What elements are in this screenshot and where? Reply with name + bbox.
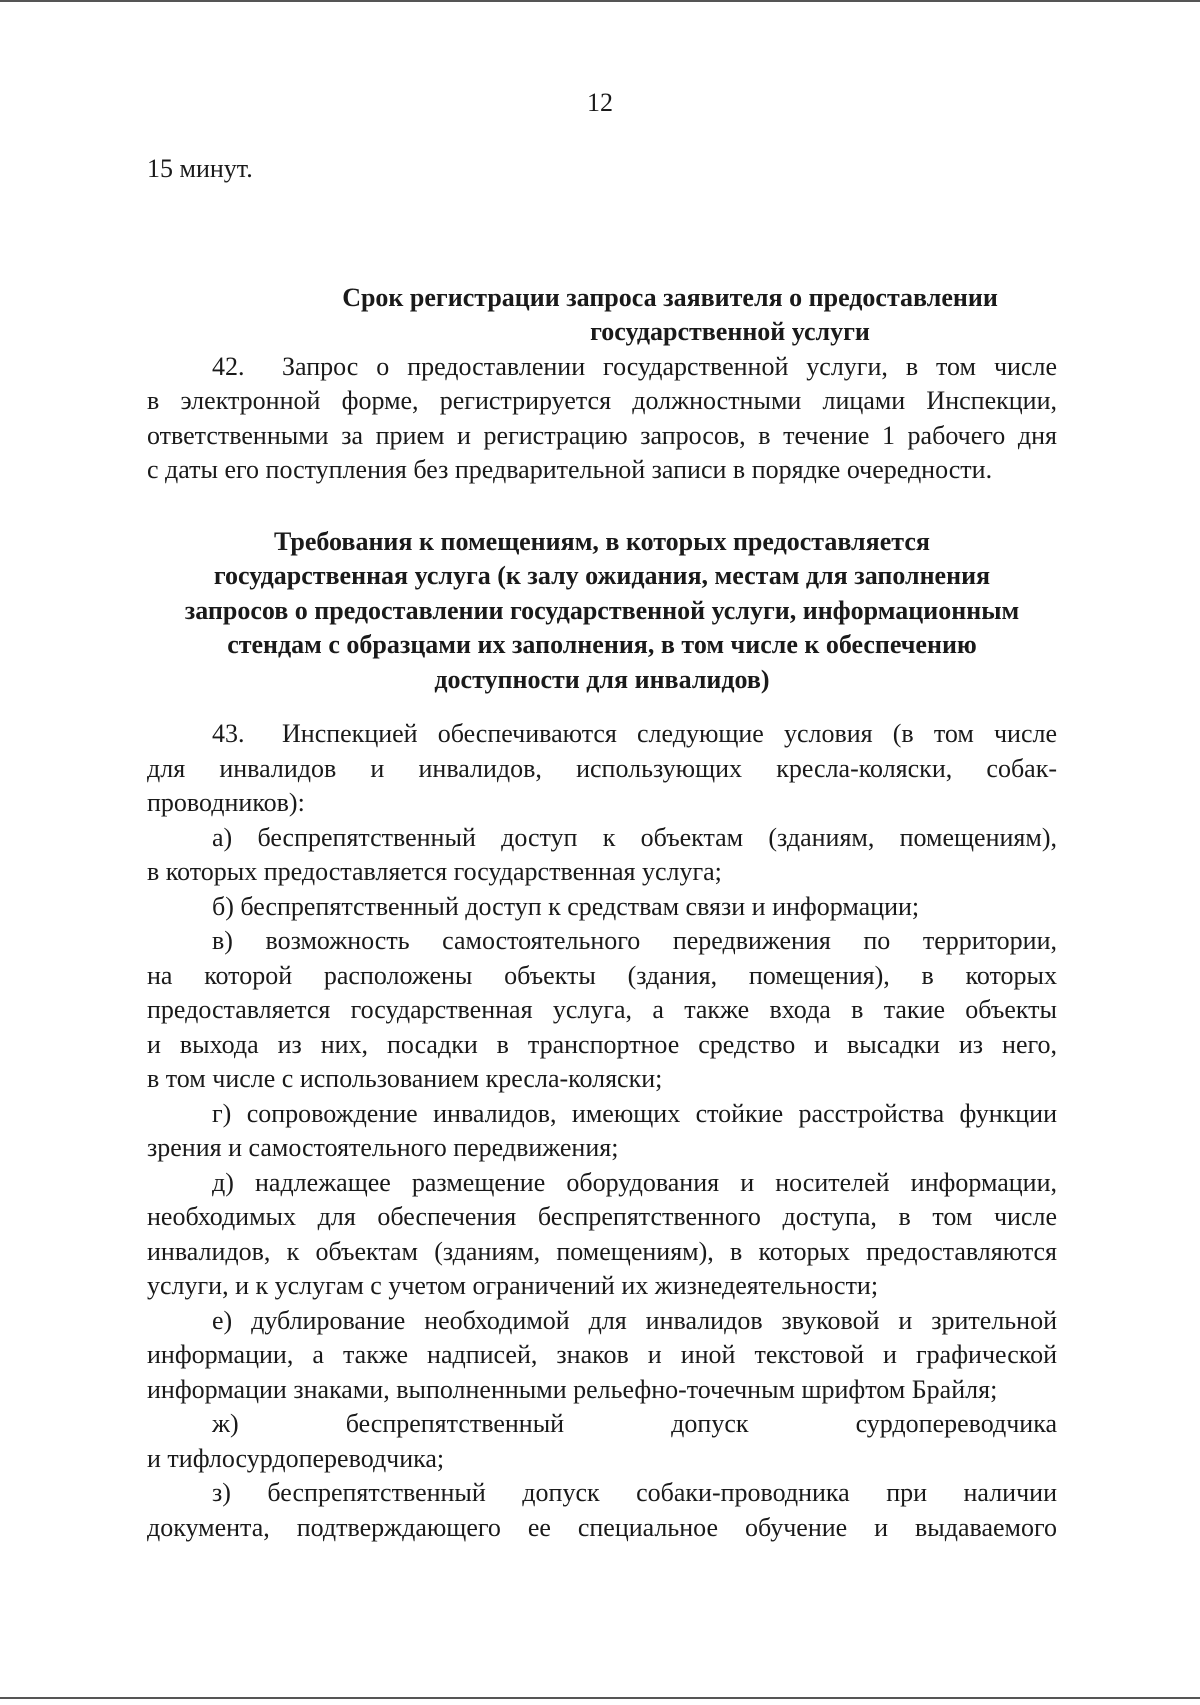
paragraph-number: 43. — [212, 719, 245, 748]
list-line: и тифлосурдопереводчика; — [147, 1443, 445, 1473]
list-line: услуги, и к услугам с учетом ограничений их жизнедеятельности; — [147, 1271, 879, 1300]
heading-line: Срок регистрации запроса заявителя о предоставлении — [342, 282, 998, 312]
list-line: на которой расположены объекты (здания, помещения), в которых — [147, 960, 1057, 990]
paragraph-42 — [147, 350, 1057, 488]
paragraph-43 — [147, 717, 1057, 821]
list-line: б) беспрепятственный доступ к средствам связи и информации; — [212, 891, 920, 921]
heading-line: Требования к помещениям, в которых предоставляется — [274, 526, 930, 556]
list-line: необходимых для обеспечения беспрепятственного доступа, в том числе — [147, 1202, 1057, 1231]
list-item-d — [147, 1166, 1057, 1304]
list-item-g — [147, 1097, 1057, 1166]
page-number: 12 — [587, 88, 613, 117]
heading-line: государственной услуги — [590, 317, 870, 346]
scan-edge-bottom — [0, 1697, 1200, 1699]
list-line: информации знаками, выполненными рельефно-точечным шрифтом Брайля; — [147, 1374, 998, 1404]
list-line: инвалидов, к объектам (зданиям, помещениям), в которых предоставляются — [147, 1236, 1057, 1266]
list-line: предоставляется государственная услуга, а также входа в такие объекты — [147, 995, 1057, 1024]
list-line: документа, подтверждающего ее специальное обучение и выдаваемого — [147, 1512, 1057, 1542]
heading-line: государственная услуга (к залу ожидания, местам для заполнения — [213, 561, 991, 590]
list-line: информации, а также надписей, знаков и иной текстовой и графической — [147, 1340, 1057, 1369]
list-line: е) дублирование необходимой для инвалидов звуковой и зрительной — [212, 1305, 1057, 1335]
paragraph-line: 42. Запрос о предоставлении государственной услуги, в том числе — [147, 350, 1057, 385]
section-heading-registration — [147, 281, 1057, 350]
scan-edge-top — [0, 0, 1200, 2]
paragraph-line: для инвалидов и инвалидов, использующих кресла-коляски, собак- — [147, 753, 1057, 783]
heading-line: запросов о предоставлении государственной услуги, информационным — [184, 595, 1020, 625]
list-line: а) беспрепятственный доступ к объектам (зданиям, помещениям), — [212, 822, 1057, 852]
heading-line: стендам с образцами их заполнения, в том числе к обеспечению — [227, 630, 977, 659]
list-line: в которых предоставляется государственная услуга; — [147, 857, 722, 886]
list-item-a — [147, 821, 1057, 890]
list-line: и выхода из них, посадки в транспортное средство и высадки из него, — [147, 1029, 1057, 1059]
paragraph-line: проводников): — [147, 788, 305, 817]
list-item-b — [147, 890, 1057, 925]
heading-line: доступности для инвалидов) — [434, 664, 770, 694]
list-item-z — [147, 1476, 1057, 1545]
list-line: г) сопровождение инвалидов, имеющих стойкие расстройства функции — [212, 1098, 1057, 1128]
continuation-line: 15 минут. — [147, 154, 253, 183]
list-line: в том числе с использованием кресла-коляски; — [147, 1064, 663, 1093]
paragraph-number: 42. — [212, 351, 245, 381]
paragraph-line: в электронной форме, регистрируется должностными лицами Инспекции, — [147, 386, 1057, 415]
paragraph-line: ответственными за прием и регистрацию запросов, в течение 1 рабочего дня — [147, 420, 1057, 450]
list-line: зрения и самостоятельного передвижения; — [147, 1133, 619, 1162]
section-heading-premises — [147, 525, 1057, 698]
list-item-v — [147, 924, 1057, 1097]
paragraph-line: 43. Инспекцией обеспечиваются следующие условия (в том числе — [147, 717, 1057, 752]
document-body — [147, 152, 1057, 1545]
list-line: з) беспрепятственный допуск собаки-проводника при наличии — [212, 1478, 1057, 1507]
list-line: ж) беспрепятственный допуск сурдопереводчика — [212, 1409, 1057, 1438]
list-item-zh — [147, 1407, 1057, 1476]
list-line: д) надлежащее размещение оборудования и носителей информации, — [212, 1167, 1057, 1197]
paragraph-line: с даты его поступления без предварительной записи в порядке очередности. — [147, 455, 993, 484]
list-item-e — [147, 1304, 1057, 1408]
list-line: в) возможность самостоятельного передвижения по территории, — [212, 926, 1057, 955]
